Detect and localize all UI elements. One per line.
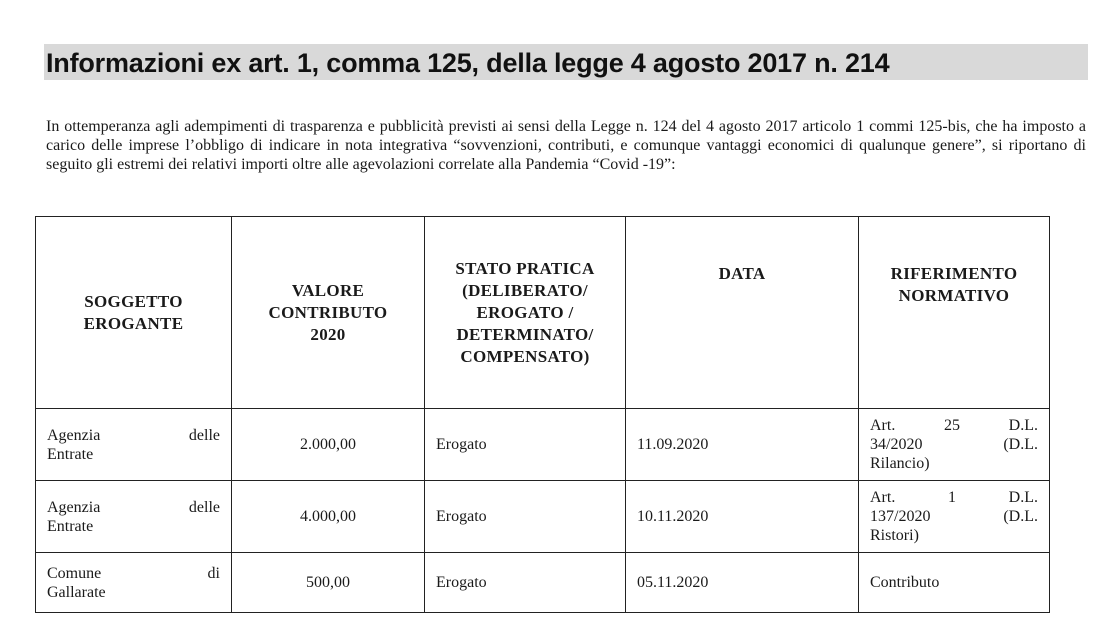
contributions-table <box>35 216 1050 613</box>
cell-riferimento: Art. 1 D.L. 137/2020 (D.L. Ristori) <box>859 481 1050 553</box>
cell-stato: Erogato <box>425 553 626 613</box>
table-row <box>36 481 1050 553</box>
intro-line: correlate alla Pandemia “Covid -19”: <box>438 156 676 173</box>
cell-data: 11.09.2020 <box>626 409 859 481</box>
header-soggetto-erogante: SOGGETTO EROGANTE <box>36 217 232 409</box>
cell-data: 10.11.2020 <box>626 481 859 553</box>
cell-valore: 500,00 <box>232 553 425 613</box>
header-riferimento-normativo: RIFERIMENTO NORMATIVO <box>859 217 1050 409</box>
cell-riferimento: Contributo <box>859 553 1050 613</box>
cell-soggetto: Agenzia delle Entrate <box>36 481 232 553</box>
intro-line: comunque vantaggi economici di qualunque genere”, si riportano di seguito gli estremi dei relativi importi oltre alle agevolazioni <box>46 137 1087 173</box>
header-valore-contributo: VALORE CONTRIBUTO 2020 <box>232 217 425 409</box>
table-row <box>36 409 1050 481</box>
cell-stato: Erogato <box>425 481 626 553</box>
header-stato-pratica: STATO PRATICA (DELIBERATO/ EROGATO / DETERMINATO/ COMPENSATO) <box>425 217 626 409</box>
cell-stato: Erogato <box>425 409 626 481</box>
intro-line: commi 125-bis, che ha imposto a carico delle imprese l’obbligo di indicare in nota integrativa “sovvenzioni, contributi, e <box>46 118 1087 154</box>
intro-line: In ottemperanza agli adempimenti di trasparenza e pubblicità previsti ai sensi della Legge n. 124 del 4 agosto 2017 articolo 1 <box>46 118 870 135</box>
page-title: Informazioni ex art. 1, comma 125, della legge 4 agosto 2017 n. 214 <box>46 48 890 78</box>
cell-data: 05.11.2020 <box>626 553 859 613</box>
cell-riferimento: Art. 25 D.L. 34/2020 (D.L. Rilancio) <box>859 409 1050 481</box>
table-row <box>36 553 1050 613</box>
title-bar <box>44 44 1088 80</box>
cell-valore: 4.000,00 <box>232 481 425 553</box>
cell-soggetto: Comune di Gallarate <box>36 553 232 613</box>
cell-soggetto: Agenzia delle Entrate <box>36 409 232 481</box>
cell-valore: 2.000,00 <box>232 409 425 481</box>
header-data: DATA <box>626 217 859 409</box>
table-header-row <box>36 217 1050 409</box>
intro-paragraph <box>46 117 1086 174</box>
